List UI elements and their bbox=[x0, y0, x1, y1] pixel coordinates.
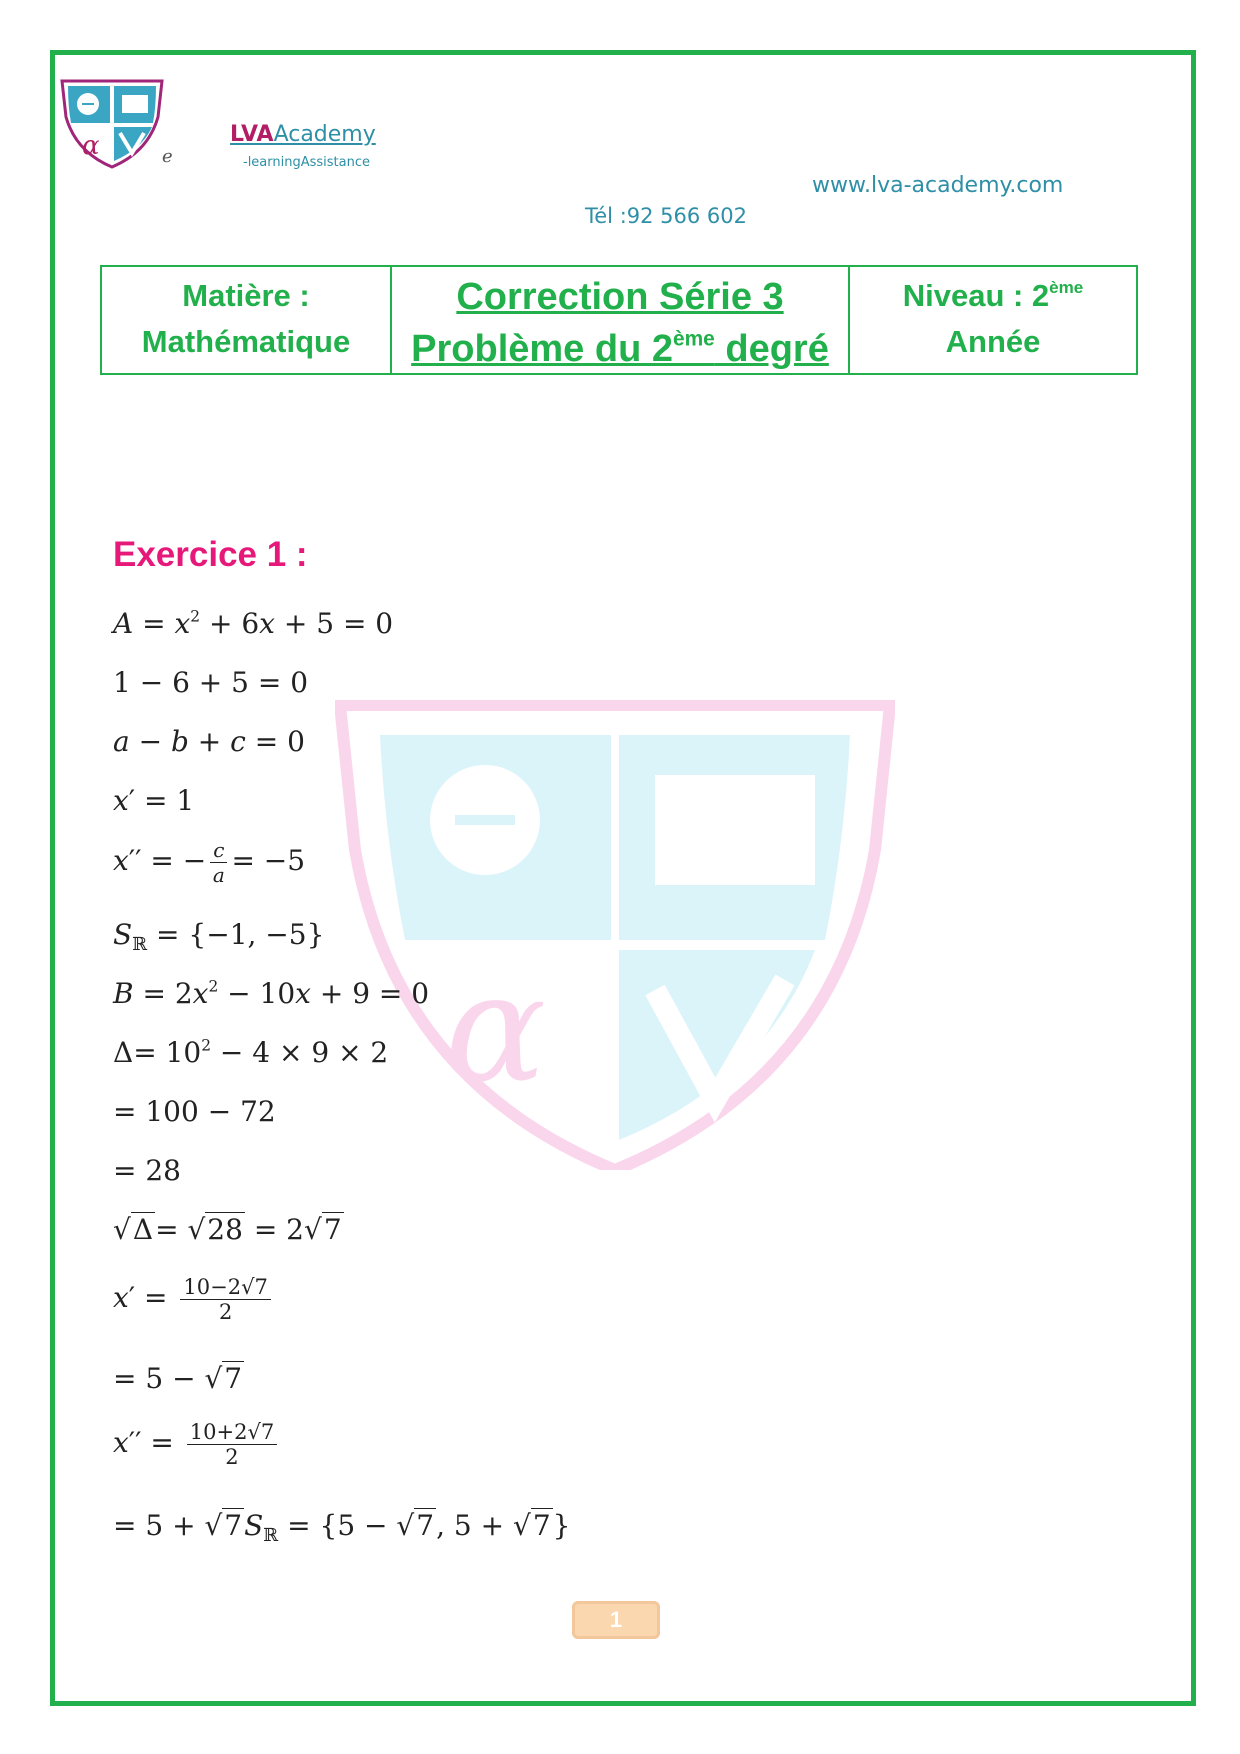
math-line-8: $\Delta= 10^2 - 4 \times 9 \times 2$ bbox=[113, 1036, 389, 1069]
exercise-title: Exercice 1 : bbox=[113, 535, 308, 574]
level-value: Année bbox=[945, 324, 1041, 359]
subject-value: Mathématique bbox=[141, 324, 351, 359]
math-line-14: x′′ = $\frac{10+2√7}{2}$ bbox=[113, 1420, 281, 1469]
math-line-4: x′ = 1 bbox=[113, 784, 195, 817]
level-label: Niveau : 2ème bbox=[902, 278, 1084, 313]
brand-name[interactable] bbox=[230, 122, 376, 147]
math-line-11: √Δ= √28 = 2√7 bbox=[113, 1213, 342, 1246]
math-line-2: 1 − 6 + 5 = 0 bbox=[113, 666, 309, 699]
title-cell bbox=[392, 267, 850, 373]
math-line-7: $B = 2x^2 - 10x + 9 = 0$ bbox=[113, 977, 430, 1010]
brand-academy: Academy bbox=[273, 122, 376, 147]
title-line-2: Problème du 2ème degré bbox=[411, 327, 829, 370]
math-line-1: $A = x^2 + 6x + 5 = 0$ bbox=[113, 607, 394, 640]
lva-logo bbox=[58, 77, 166, 169]
math-line-3: a − b + c = 0 bbox=[113, 725, 305, 758]
subject-cell bbox=[102, 267, 392, 373]
brand-subtitle: -learningAssistance bbox=[243, 155, 370, 170]
watermark-shield bbox=[335, 700, 895, 1170]
svg-text:α: α bbox=[445, 942, 547, 1116]
website-link[interactable]: www.lva-academy.com bbox=[812, 173, 1064, 198]
svg-text:α: α bbox=[82, 131, 100, 161]
math-line-15: = $5 + √7S_ℝ = \{5 - √7$, 5 + √7} bbox=[113, 1509, 571, 1546]
math-line-10: = 28 bbox=[113, 1154, 181, 1187]
math-line-9: = 100 − 72 bbox=[113, 1095, 276, 1128]
brand-lva: LVA bbox=[230, 122, 274, 147]
subject-label: Matière : bbox=[182, 278, 310, 313]
math-line-6: $S_ℝ = \{-1$, −5} bbox=[113, 918, 325, 955]
math-line-12: x′ = $\frac{10-2√7}{2}$ bbox=[113, 1275, 275, 1324]
math-line-13: = 5 − √7 bbox=[113, 1362, 243, 1395]
page-number: 1 bbox=[572, 1601, 660, 1639]
math-line-5: x′′ = − $\frac{c}{a}$ = −5 bbox=[113, 838, 306, 887]
level-cell bbox=[850, 267, 1136, 373]
title-line-1: Correction Série 3 bbox=[456, 276, 784, 318]
logo-e-letter: e bbox=[162, 146, 173, 167]
info-table bbox=[100, 265, 1138, 375]
telephone: Tél :92 566 602 bbox=[585, 204, 748, 228]
